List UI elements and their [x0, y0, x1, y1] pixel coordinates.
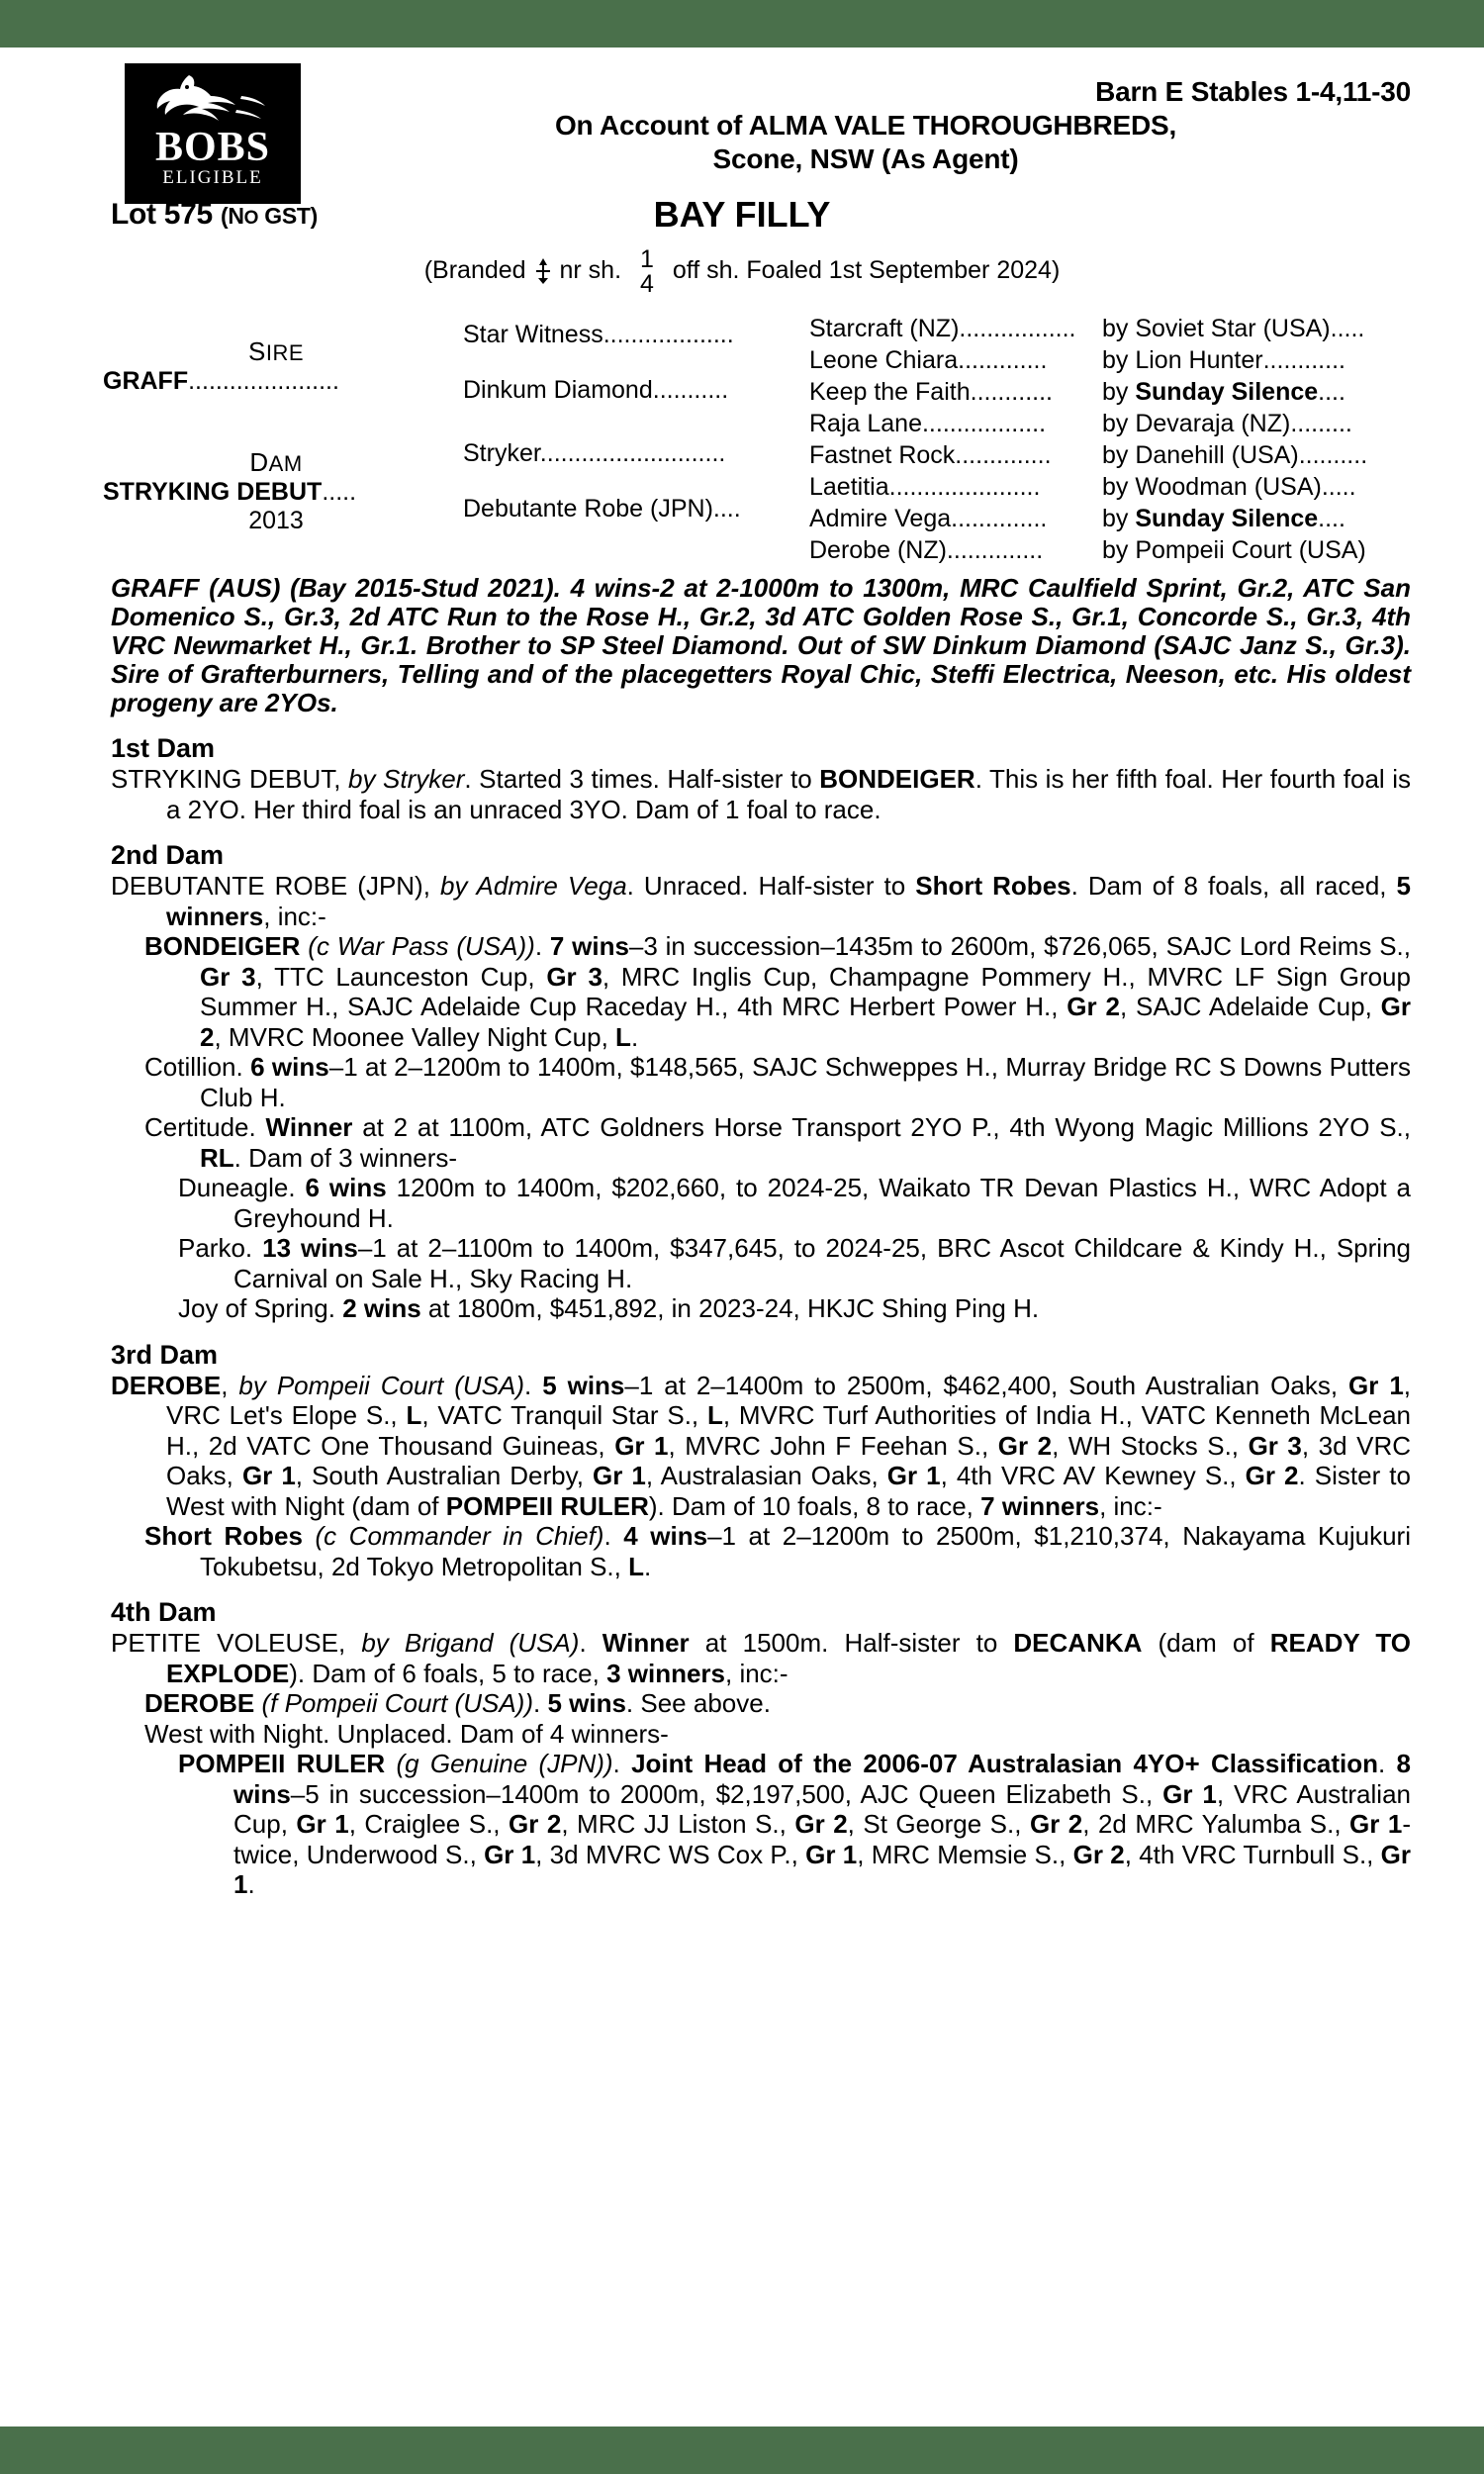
branded-suffix: off sh. Foaled 1st September 2024)	[672, 256, 1061, 284]
gen2-sire-sire: Star Witness...................	[463, 321, 734, 348]
lot-number: Lot 575	[111, 198, 213, 231]
progeny-joy-of-spring: Joy of Spring. 2 wins at 1800m, $451,892, in 2023-24, HKJC Shing Ping H.	[178, 1293, 1040, 1323]
bottom-green-band	[0, 2426, 1484, 2474]
top-green-band	[0, 0, 1484, 48]
catalogue-page	[0, 48, 1484, 2426]
progeny-duneagle: Duneagle. 6 wins 1200m to 1400m, $202,660, to 2024-25, Waikato TR Devan Plastics H., WRC Adopt a Greyhound H.	[178, 1173, 1411, 1233]
brand-fraction	[640, 247, 654, 297]
sire-summary-paragraph: GRAFF (AUS) (Bay 2015-Stud 2021). 4 wins-2 at 2-1000m to 1300m, MRC Caulfield Sprint, Gr.2, ATC San Domenico S., Gr.3, 2d ATC Run to the Rose H., Gr.2, 3d ATC Golden Rose S., Gr.1, Concorde S., Gr.3, 4th VRC Newmarket H., Gr.1. Brother to SP Steel Diamond. Out of SW Dinkum Diamond (SAJC Janz S., Gr.3). Sire of Grafterburners, Telling and of the placegetters Royal Chic, Steffi Electrica, Neeson, etc. His oldest progeny are 2YOs.	[111, 573, 1411, 717]
bobs-eligible-subtitle: ELIGIBLE	[162, 167, 263, 188]
horse-head-icon	[148, 69, 277, 127]
dam-year: 2013	[248, 507, 304, 534]
gen3-row-6: Laetitia...................... by Woodman (USA).....	[809, 473, 1356, 501]
gen2-sire-dam: Dinkum Diamond...........	[463, 376, 729, 404]
bobs-wordmark: BOBS	[154, 125, 271, 170]
sire-block	[103, 336, 449, 396]
barn-stables-line: Barn E Stables 1-4,11-30	[1095, 76, 1411, 107]
gen3-row-4: Raja Lane.................. by Devaraja (NZ).........	[809, 410, 1352, 437]
gen3-row-5: Fastnet Rock.............. by Danehill (USA)..........	[809, 441, 1368, 469]
sire-label: SIRE	[247, 336, 305, 366]
branded-near-shoulder: nr sh.	[559, 256, 622, 284]
progeny-west-with-night: West with Night. Unplaced. Dam of 4 winners-	[144, 1718, 669, 1749]
lot-row	[67, 194, 1417, 243]
brand-fraction-denominator: 4	[639, 270, 654, 298]
header-text-block	[315, 75, 1417, 176]
vendor-location-line: Scone, NSW (As Agent)	[712, 143, 1019, 174]
third-dam-heading: 3rd Dam	[111, 1339, 219, 1370]
progeny-parko: Parko. 13 wins–1 at 2–1100m to 1400m, $347,645, to 2024-25, BRC Ascot Childcare & Kindy H., Spring Carnival on Sale H., Sky Racing H.	[178, 1233, 1411, 1293]
fourth-dam-heading: 4th Dam	[111, 1597, 217, 1627]
brand-fraction-numerator: 1	[639, 245, 654, 273]
progeny-cotillion: Cotillion. 6 wins–1 at 2–1200m to 1400m, $148,565, SAJC Schweppes H., Murray Bridge RC S Downs Putters Club H.	[144, 1052, 1411, 1112]
branding-line	[67, 247, 1417, 297]
gst-note: (NO GST)	[220, 203, 318, 229]
gen3-row-3: Keep the Faith............ by Sunday Silence....	[809, 378, 1345, 406]
first-dam-heading: 1st Dam	[111, 733, 216, 763]
branded-prefix: (Branded	[423, 256, 526, 284]
gen3-row-2: Leone Chiara............. by Lion Hunter............	[809, 346, 1345, 374]
progeny-pompeii-ruler: POMPEII RULER (g Genuine (JPN)). Joint Head of the 2006-07 Australasian 4YO+ Classification. 8 wins–5 in succession–1400m to 2000m, $2,197,500, AJC Queen Elizabeth S., Gr 1, VRC Australian Cup, Gr 1, Craiglee S., Gr 2, MRC JJ Liston S., Gr 2, St George S., Gr 2, 2d MRC Yalumba S., Gr 1-twice, Underwood S., Gr 1, 3d MVRC WS Cox P., Gr 1, MRC Memsie S., Gr 2, 4th VRC Turnbull S., Gr 1.	[178, 1749, 1412, 1899]
gen3-row-1: Starcraft (NZ)................. by Soviet Star (USA).....	[809, 315, 1365, 342]
gen2-dam-sire: Stryker...........................	[463, 439, 726, 467]
progeny-certitude: Certitude. Winner at 2 at 1100m, ATC Goldners Horse Transport 2YO P., 4th Wyong Magic Millions 2YO S., RL. Dam of 3 winners-	[144, 1112, 1411, 1173]
dam-block	[103, 447, 449, 535]
arrow-brand-icon	[533, 257, 553, 285]
on-account-line: On Account of ALMA VALE THOROUGHBREDS,	[554, 110, 1177, 141]
page-title: BAY FILLY	[653, 194, 831, 235]
progeny-bondeiger: BONDEIGER (c War Pass (USA)). 7 wins–3 in succession–1435m to 2600m, $726,065, SAJC Lord Reims S., Gr 3, TTC Launceston Cup, Gr 3, MRC Inglis Cup, Champagne Pommery H., MVRC LF Sign Group Summer H., SAJC Adelaide Cup Raceday H., 4th MRC Herbert Power H., Gr 2, SAJC Adelaide Cup, Gr 2, MVRC Moonee Valley Night Cup, L.	[144, 931, 1412, 1052]
page-header	[67, 48, 1417, 194]
first-dam-entry: STRYKING DEBUT, by Stryker. Started 3 times. Half-sister to BONDEIGER. This is her fifth foal. Her fourth foal is a 2YO. Her third foal is an unraced 3YO. Dam of 1 foal to race.	[111, 764, 1412, 824]
progeny-derobe-reference: DEROBE (f Pompeii Court (USA)). 5 wins. See above.	[144, 1688, 771, 1718]
fourth-dam-entry: PETITE VOLEUSE, by Brigand (USA). Winner at 1500m. Half-sister to DECANKA (dam of READY TO EXPLODE). Dam of 6 foals, 5 to race, 3 winners, inc:-	[111, 1628, 1412, 1688]
pedigree-table	[67, 315, 1417, 570]
gen3-row-8: Derobe (NZ).............. by Pompeii Court (USA)	[809, 536, 1366, 564]
progeny-short-robes: Short Robes (c Commander in Chief). 4 wins–1 at 2–1200m to 2500m, $1,210,374, Nakayama Kujukuri Tokubetsu, 2d Tokyo Metropolitan S., L.	[144, 1521, 1411, 1581]
gen3-row-7: Admire Vega.............. by Sunday Silence....	[809, 505, 1345, 532]
second-dam-entry: DEBUTANTE ROBE (JPN), by Admire Vega. Unraced. Half-sister to Short Robes. Dam of 8 foals, all raced, 5 winners, inc:-	[111, 871, 1412, 931]
gen2-dam-dam: Debutante Robe (JPN)....	[463, 495, 741, 523]
bobs-eligible-logo	[125, 63, 301, 204]
third-dam-entry: DEROBE, by Pompeii Court (USA). 5 wins–1 at 2–1400m to 2500m, $462,400, South Australian Oaks, Gr 1, VRC Let's Elope S., L, VATC Tranquil Star S., L, MVRC Turf Authorities of India H., VATC Kenneth McLean H., 2d VATC One Thousand Guineas, Gr 1, MVRC John F Feehan S., Gr 2, WH Stocks S., Gr 3, 3d VRC Oaks, Gr 1, South Australian Derby, Gr 1, Australasian Oaks, Gr 1, 4th VRC AV Kewney S., Gr 2. Sister to West with Night (dam of POMPEII RULER). Dam of 10 foals, 8 to race, 7 winners, inc:-	[111, 1370, 1412, 1521]
dam-label: DAM	[249, 447, 303, 477]
sire-name: GRAFF......................	[103, 367, 339, 395]
second-dam-heading: 2nd Dam	[111, 840, 225, 870]
dam-name: STRYKING DEBUT.....	[103, 478, 357, 506]
